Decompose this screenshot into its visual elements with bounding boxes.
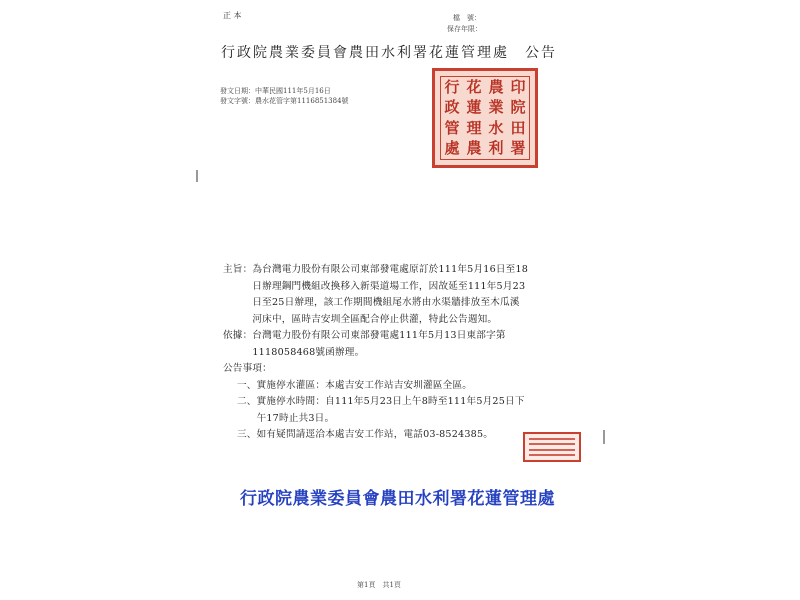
reference-number: 發文字號：農水花管字第1116851384號	[220, 97, 349, 105]
binding-mark	[603, 430, 605, 444]
seal-character: 署	[510, 139, 526, 158]
basis-line: 1118058468號函辦理。	[223, 346, 365, 358]
page-number: 第1頁 共1頁	[357, 581, 401, 589]
agency-name-stamp: 行政院農業委員會農田水利署花蓮管理處	[240, 489, 555, 509]
notice-item: 三、如有疑問請逕洽本處吉安工作站，電話03-8524385。	[237, 429, 494, 440]
notice-item: 一、實施停水灌區：本處吉安工作站吉安圳灌區全區。	[237, 379, 473, 391]
seal-character: 處	[444, 139, 460, 158]
subject-line: 主旨：為台灣電力股份有限公司東部發電處原訂於111年5月16日至18	[223, 264, 529, 275]
document-title: 行政院農業委員會農田水利署花蓮管理處 公告	[221, 45, 557, 61]
notice-item: 二、實施停水時間：自111年5月23日上午8時至111年5月25日下	[237, 396, 525, 407]
retention-label: 保存年限：	[447, 25, 482, 33]
basis-line: 依據：台灣電力股份有限公司東部發電處111年5月13日東部字第	[223, 330, 506, 341]
seal-character: 田	[510, 118, 526, 137]
notice-heading: 公告事項：	[223, 363, 272, 374]
document-page	[185, 0, 605, 600]
seal-character: 政	[444, 98, 460, 117]
seal-character: 印	[510, 77, 526, 96]
seal-character: 利	[488, 139, 504, 158]
seal-character: 管	[444, 118, 460, 137]
subject-section	[223, 262, 528, 444]
seal-character-grid	[440, 76, 530, 160]
issue-date: 發文日期：中華民國111年5月16日	[220, 87, 331, 95]
subject-line: 河床中，區時吉安圳全區配合停止供灌，特此公告週知。	[223, 313, 498, 325]
seal-character: 農	[466, 139, 482, 158]
small-red-stamp	[523, 432, 581, 462]
binding-mark	[196, 170, 198, 182]
seal-character: 蓮	[466, 98, 482, 117]
seal-character: 業	[488, 98, 504, 117]
seal-character: 花	[466, 77, 482, 96]
seal-character: 農	[488, 77, 504, 96]
official-seal	[432, 68, 538, 168]
seal-character: 行	[444, 77, 460, 96]
notice-item: 午17時止共3日。	[237, 412, 335, 424]
subject-line: 日辦理鋼門機組改換移入新渠道場工作，因故延至111年5月23	[223, 280, 526, 292]
seal-character: 水	[488, 118, 504, 137]
copy-type-label: 正 本	[223, 11, 242, 20]
seal-character: 院	[510, 98, 526, 117]
file-number-label: 檔 號：	[453, 14, 481, 22]
subject-line: 日至25日辦理，該工作期間機組尾水將由水渠牆排放至木瓜溪	[223, 297, 520, 308]
seal-character: 理	[466, 118, 482, 137]
